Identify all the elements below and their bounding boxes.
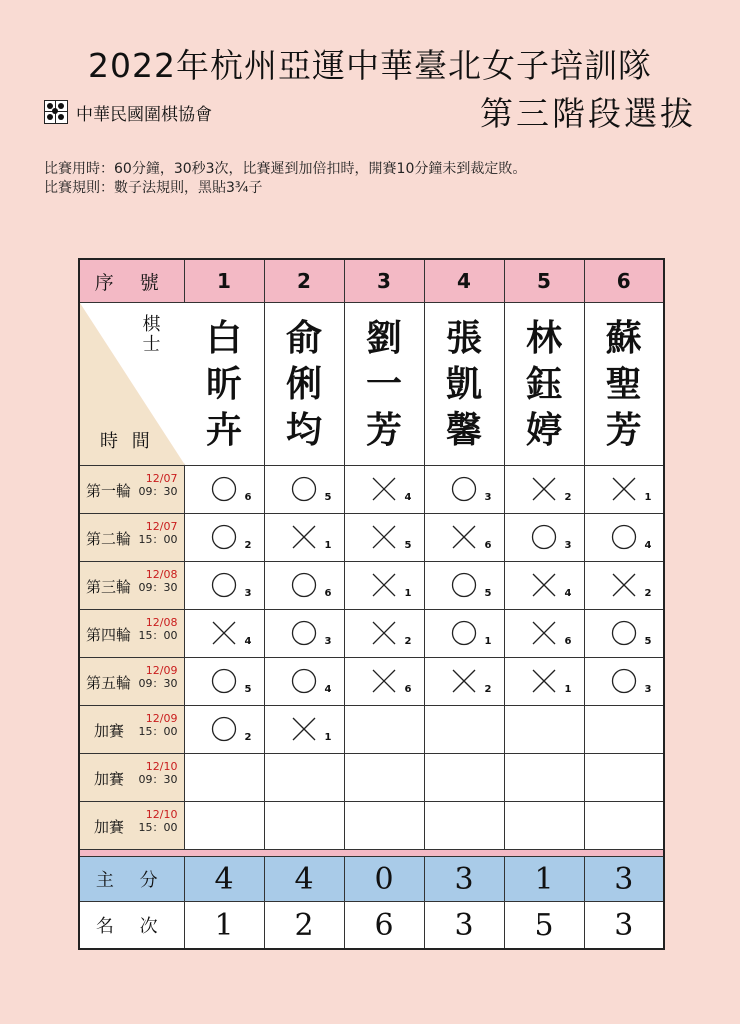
round-date: 12/08 (145, 616, 178, 629)
loss-cross-icon (451, 524, 477, 550)
opponent-number: 5 (404, 540, 412, 551)
player-score: 0 (344, 857, 424, 902)
round-row (79, 658, 664, 706)
opponent-number: 1 (404, 588, 412, 599)
go-board-logo-icon (44, 100, 68, 124)
result (425, 610, 504, 657)
result (425, 658, 504, 705)
round-row (79, 706, 664, 754)
round-name: 加賽 (94, 722, 125, 740)
result-cell (344, 802, 424, 850)
round-name: 第四輪 (86, 626, 132, 644)
opponent-number: 3 (484, 492, 492, 503)
result-cell (424, 802, 504, 850)
round-name: 第二輪 (86, 530, 132, 548)
result-cell (584, 610, 664, 658)
loss-cross-icon (531, 620, 557, 646)
player-rank: 3 (584, 902, 664, 950)
result (505, 658, 584, 705)
result-cell (504, 562, 584, 610)
result (345, 562, 424, 609)
round-datetime (139, 568, 178, 594)
round-time: 15：00 (138, 725, 178, 738)
round-time: 09：30 (138, 581, 178, 594)
loss-cross-icon (531, 668, 557, 694)
result (505, 610, 584, 657)
round-name: 第五輪 (86, 674, 132, 692)
round-date: 12/08 (145, 568, 178, 581)
result-cell (184, 514, 264, 562)
player-label: 棋士 (142, 314, 161, 355)
player-rank: 6 (344, 902, 424, 950)
score-row (79, 857, 664, 902)
opponent-number: 2 (564, 492, 572, 503)
result-cell (584, 562, 664, 610)
opponent-number: 3 (244, 588, 252, 599)
round-datetime (139, 712, 178, 738)
result-cell (504, 706, 584, 754)
rank-label: 名 次 (79, 902, 184, 950)
result (345, 658, 424, 705)
opponent-number: 2 (244, 540, 252, 551)
names-row (79, 303, 664, 466)
round-row (79, 802, 664, 850)
opponent-number: 3 (324, 636, 332, 647)
result (425, 562, 504, 609)
seq-number: 3 (344, 259, 424, 303)
player-name-cell (264, 303, 344, 466)
result-cell (584, 658, 664, 706)
result-cell (184, 562, 264, 610)
result (505, 466, 584, 513)
result-cell (504, 466, 584, 514)
result (265, 562, 344, 609)
round-name: 加賽 (94, 818, 125, 836)
result (265, 706, 344, 753)
result-cell (264, 562, 344, 610)
result-cell (184, 802, 264, 850)
loss-cross-icon (211, 620, 237, 646)
result (505, 514, 584, 561)
player-name-cell (584, 303, 664, 466)
result (265, 610, 344, 657)
opponent-number: 2 (644, 588, 652, 599)
player-rank: 3 (424, 902, 504, 950)
round-date: 12/10 (145, 808, 178, 821)
result-cell (264, 466, 344, 514)
player-rank: 5 (504, 902, 584, 950)
results-table (78, 258, 665, 950)
result (185, 514, 264, 561)
opponent-number: 1 (324, 540, 332, 551)
round-datetime (139, 664, 178, 690)
result-cell (344, 514, 424, 562)
player-score: 4 (184, 857, 264, 902)
seq-number: 4 (424, 259, 504, 303)
rule-time: 比賽用時：60分鐘，30秒3次，比賽遲到加倍扣時，開賽10分鐘未到裁定敗。 (44, 161, 527, 177)
round-time: 09：30 (138, 677, 178, 690)
win-circle-icon (211, 572, 237, 598)
opponent-number: 4 (244, 636, 252, 647)
result-cell (264, 514, 344, 562)
player-name: 張凱馨 (445, 317, 482, 451)
win-circle-icon (211, 716, 237, 742)
corner-cell (79, 303, 184, 466)
round-label-cell (79, 658, 184, 706)
result (345, 610, 424, 657)
result-cell (584, 754, 664, 802)
round-date: 12/09 (145, 664, 178, 677)
round-row (79, 754, 664, 802)
win-circle-icon (451, 620, 477, 646)
win-circle-icon (211, 476, 237, 502)
opponent-number: 3 (644, 684, 652, 695)
result-cell (184, 658, 264, 706)
opponent-number: 3 (564, 540, 572, 551)
result-cell (424, 514, 504, 562)
round-name: 第三輪 (86, 578, 132, 596)
round-datetime (139, 808, 178, 834)
round-date: 12/10 (145, 760, 178, 773)
player-name: 白昕卉 (205, 317, 242, 451)
result-cell (584, 706, 664, 754)
result (185, 610, 264, 657)
round-name: 加賽 (94, 770, 125, 788)
round-label-cell (79, 802, 184, 850)
loss-cross-icon (371, 668, 397, 694)
opponent-number: 1 (324, 732, 332, 743)
round-row (79, 562, 664, 610)
opponent-number: 2 (244, 732, 252, 743)
round-datetime (139, 520, 178, 546)
result (585, 562, 664, 609)
seq-number: 5 (504, 259, 584, 303)
round-date: 12/09 (145, 712, 178, 725)
loss-cross-icon (531, 572, 557, 598)
seq-row (79, 259, 664, 303)
win-circle-icon (611, 620, 637, 646)
seq-number: 2 (264, 259, 344, 303)
round-date: 12/07 (145, 520, 178, 533)
player-name: 林鈺婷 (525, 317, 562, 451)
result-cell (264, 754, 344, 802)
loss-cross-icon (291, 524, 317, 550)
result (265, 514, 344, 561)
player-score: 4 (264, 857, 344, 902)
player-score: 1 (504, 857, 584, 902)
opponent-number: 6 (404, 684, 412, 695)
result-cell (504, 658, 584, 706)
round-datetime (139, 472, 178, 498)
loss-cross-icon (611, 572, 637, 598)
opponent-number: 4 (564, 588, 572, 599)
result-cell (184, 466, 264, 514)
win-circle-icon (291, 620, 317, 646)
result (345, 466, 424, 513)
opponent-number: 4 (324, 684, 332, 695)
seq-number: 1 (184, 259, 264, 303)
opponent-number: 6 (564, 636, 572, 647)
result (585, 658, 664, 705)
round-time: 09：30 (138, 773, 178, 786)
rule-scoring: 比賽規則：數子法規則，黑貼3¾子 (44, 180, 263, 196)
loss-cross-icon (371, 476, 397, 502)
win-circle-icon (451, 572, 477, 598)
title-line1: 2022年杭州亞運中華臺北女子培訓隊 (88, 46, 652, 85)
win-circle-icon (211, 668, 237, 694)
opponent-number: 2 (484, 684, 492, 695)
round-label-cell (79, 514, 184, 562)
win-circle-icon (611, 524, 637, 550)
result-cell (184, 754, 264, 802)
opponent-number: 5 (644, 636, 652, 647)
result-cell (584, 802, 664, 850)
result-cell (424, 610, 504, 658)
result (425, 514, 504, 561)
player-rank: 2 (264, 902, 344, 950)
opponent-number: 5 (324, 492, 332, 503)
win-circle-icon (211, 524, 237, 550)
round-datetime (139, 760, 178, 786)
win-circle-icon (531, 524, 557, 550)
score-label: 主 分 (79, 857, 184, 902)
result (185, 658, 264, 705)
opponent-number: 5 (244, 684, 252, 695)
loss-cross-icon (371, 524, 397, 550)
result-cell (264, 658, 344, 706)
result (425, 466, 504, 513)
results-table-wrap (78, 258, 665, 950)
opponent-number: 5 (484, 588, 492, 599)
result-cell (504, 610, 584, 658)
result-cell (424, 466, 504, 514)
loss-cross-icon (291, 716, 317, 742)
result (185, 562, 264, 609)
opponent-number: 1 (644, 492, 652, 503)
loss-cross-icon (451, 668, 477, 694)
result-cell (344, 706, 424, 754)
opponent-number: 2 (404, 636, 412, 647)
loss-cross-icon (371, 620, 397, 646)
result-cell (344, 658, 424, 706)
result-cell (504, 754, 584, 802)
result (505, 562, 584, 609)
rank-row (79, 902, 664, 950)
player-name: 俞俐均 (285, 317, 322, 451)
result (265, 658, 344, 705)
result-cell (504, 802, 584, 850)
round-time: 15：00 (138, 821, 178, 834)
round-name: 第一輪 (86, 482, 132, 500)
round-row (79, 466, 664, 514)
result-cell (264, 610, 344, 658)
round-row (79, 610, 664, 658)
result-cell (344, 562, 424, 610)
result (585, 514, 664, 561)
result-cell (264, 802, 344, 850)
player-name: 蘇聖芳 (605, 317, 642, 451)
round-label-cell (79, 706, 184, 754)
loss-cross-icon (611, 476, 637, 502)
win-circle-icon (451, 476, 477, 502)
result-cell (424, 754, 504, 802)
result-cell (584, 514, 664, 562)
win-circle-icon (291, 668, 317, 694)
time-label: 時 間 (100, 431, 154, 452)
title-line2: 第三階段選拔 (480, 94, 696, 133)
win-circle-icon (611, 668, 637, 694)
opponent-number: 1 (564, 684, 572, 695)
result-cell (424, 706, 504, 754)
result (345, 514, 424, 561)
player-name-cell (424, 303, 504, 466)
result (265, 466, 344, 513)
result (185, 466, 264, 513)
round-datetime (139, 616, 178, 642)
player-name: 劉一芳 (365, 317, 402, 451)
player-name-cell (344, 303, 424, 466)
organization (44, 98, 212, 126)
round-row (79, 514, 664, 562)
result-cell (424, 658, 504, 706)
result-cell (504, 514, 584, 562)
opponent-number: 6 (484, 540, 492, 551)
player-rank: 1 (184, 902, 264, 950)
org-name: 中華民國圍棋協會 (76, 104, 212, 125)
result (585, 610, 664, 657)
round-time: 15：00 (138, 533, 178, 546)
opponent-number: 4 (644, 540, 652, 551)
loss-cross-icon (531, 476, 557, 502)
opponent-number: 6 (244, 492, 252, 503)
result-cell (424, 562, 504, 610)
player-name-cell (184, 303, 264, 466)
player-name-cell (504, 303, 584, 466)
player-score: 3 (424, 857, 504, 902)
result-cell (344, 466, 424, 514)
result (585, 466, 664, 513)
round-label-cell (79, 562, 184, 610)
separator (79, 850, 664, 857)
result-cell (344, 754, 424, 802)
seq-number: 6 (584, 259, 664, 303)
rules (44, 160, 526, 198)
result-cell (344, 610, 424, 658)
result-cell (264, 706, 344, 754)
opponent-number: 6 (324, 588, 332, 599)
seq-label: 序 號 (79, 259, 184, 303)
win-circle-icon (291, 572, 317, 598)
loss-cross-icon (371, 572, 397, 598)
separator-row (79, 850, 664, 857)
opponent-number: 4 (404, 492, 412, 503)
result (185, 706, 264, 753)
result-cell (184, 610, 264, 658)
round-time: 15：00 (138, 629, 178, 642)
round-label-cell (79, 466, 184, 514)
player-score: 3 (584, 857, 664, 902)
round-time: 09：30 (138, 485, 178, 498)
result-cell (584, 466, 664, 514)
result-cell (184, 706, 264, 754)
win-circle-icon (291, 476, 317, 502)
round-date: 12/07 (145, 472, 178, 485)
round-label-cell (79, 610, 184, 658)
round-label-cell (79, 754, 184, 802)
opponent-number: 1 (484, 636, 492, 647)
